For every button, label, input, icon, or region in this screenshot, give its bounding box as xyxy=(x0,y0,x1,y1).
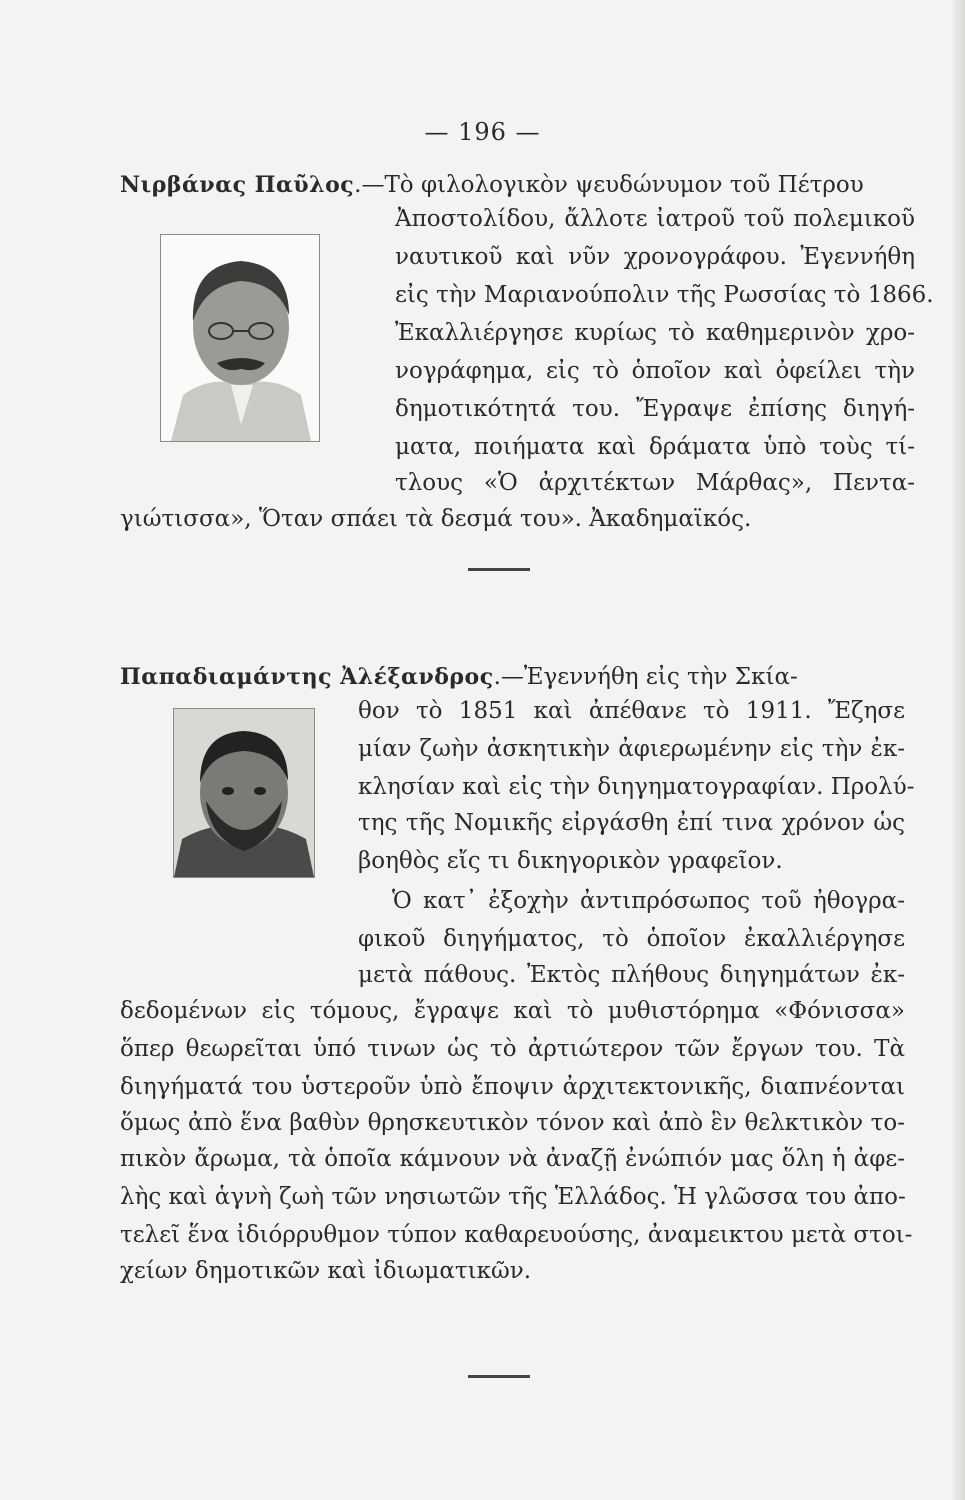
entry2-line: Ὁ κατ᾽ ἐξοχὴν ἀντιπρόσωπος τοῦ ἠθογρα- xyxy=(392,888,905,914)
entry2-line: τελεῖ ἕνα ἰδιόρρυθμον τύπον καθαρευούσης, ἀναμεικτου μετὰ στοι- xyxy=(120,1222,913,1248)
entry1-name: Νιρβάνας Παῦλος xyxy=(120,172,355,198)
entry1-line: ναυτικοῦ καὶ νῦν χρονογράφου. Ἐγεννήθη xyxy=(395,244,915,270)
entry2-name: Παπαδιαμάντης Ἀλέξανδρος xyxy=(120,664,494,690)
entry1-first-line xyxy=(120,168,910,202)
entry1-line: .—Τὸ φιλολογικὸν ψευδώνυμον τοῦ Πέτρου xyxy=(354,172,864,198)
entry1-line: νογράφημα, εἰς τὸ ὁποῖον καὶ ὀφείλει τὴν xyxy=(395,358,915,384)
section-divider xyxy=(468,1375,530,1378)
entry1-line: Ἀποστολίδου, ἄλλοτε ἰατροῦ τοῦ πολεμικοῦ xyxy=(395,206,915,232)
entry2-line: μίαν ζωὴν ἀσκητικὴν ἀφιερωμένην εἰς τὴν ἐκ- xyxy=(358,736,905,762)
entry2-line: μετὰ πάθους. Ἐκτὸς πλήθους διηγημάτων ἐκ- xyxy=(358,962,905,988)
entry2-line: της τῆς Νομικῆς εἰργάσθη ἐπί τινα χρόνον ὡς xyxy=(358,810,905,836)
entry1-line: τλους «Ὁ ἀρχιτέκτων Μάρθας», Πεντα- xyxy=(395,470,915,496)
page-edge-shadow xyxy=(953,0,965,1500)
entry2-line: πικὸν ἄρωμα, τὰ ὁποῖα κάμνουν νὰ ἀναζῇ ἐνώπιόν μας ὅλη ἡ ἀφε- xyxy=(120,1146,905,1172)
portrait-papadiamantis-image xyxy=(174,709,314,877)
entry2-line: φικοῦ διηγήματος, τὸ ὁποῖον ἐκαλλιέργησε xyxy=(358,926,905,952)
entry1-line: εἰς τὴν Μαριανούπολιν τῆς Ρωσσίας τὸ 1866. xyxy=(395,282,934,308)
entry1-line: δημοτικότητά του. Ἔγραψε ἐπίσης διηγή- xyxy=(395,396,915,422)
entry1-line: ματα, ποιήματα καὶ δράματα ὑπὸ τοὺς τί- xyxy=(395,434,915,460)
entry2-first-line xyxy=(120,660,910,694)
entry2-line: ὅπερ θεωρεῖται ὑπό τινων ὡς τὸ ἀρτιώτερον τῶν ἔργων του. Τὰ xyxy=(120,1036,905,1062)
entry2-line: δεδομένων εἰς τόμους, ἔγραψε καὶ τὸ μυθιστόρημα «Φόνισσα» xyxy=(120,998,905,1024)
entry1-line: Ἐκαλλιέργησε κυρίως τὸ καθημερινὸν χρο- xyxy=(395,320,915,346)
entry2-line: ὅμως ἀπὸ ἕνα βαθὺν θρησκευτικὸν τόνον καὶ ἀπὸ ἓν θελκτικὸν το- xyxy=(120,1110,905,1136)
portrait-nirvanas-image xyxy=(161,235,319,441)
page-number: — 196 — xyxy=(424,118,541,146)
portrait-papadiamantis xyxy=(173,708,315,878)
entry2-line: κλησίαν καὶ εἰς τὴν διηγηματογραφίαν. Προλύ- xyxy=(358,774,915,800)
section-divider xyxy=(468,568,530,571)
entry2-line: χείων δημοτικῶν καὶ ἰδιωματικῶν. xyxy=(120,1258,532,1284)
entry1-line: γιώτισσα», Ὅταν σπάει τὰ δεσμά του». Ἀκαδημαϊκός. xyxy=(120,506,752,532)
entry2-line: διηγήματά του ὑστεροῦν ὑπὸ ἔποψιν ἀρχιτεκτονικῆς, διαπνέονται xyxy=(120,1074,905,1100)
entry2-line: θον τὸ 1851 καὶ ἀπέθανε τὸ 1911. Ἔζησε xyxy=(358,698,905,724)
entry2-line: .—Ἐγεννήθη εἰς τὴν Σκία- xyxy=(493,664,798,690)
portrait-nirvanas xyxy=(160,234,320,442)
entry2-line: λὴς καὶ ἁγνὴ ζωὴ τῶν νησιωτῶν τῆς Ἑλλάδος. Ἡ γλῶσσα του ἀπο- xyxy=(120,1184,906,1210)
entry2-line: βοηθὸς εἴς τι δικηγορικὸν γραφεῖον. xyxy=(358,848,783,874)
